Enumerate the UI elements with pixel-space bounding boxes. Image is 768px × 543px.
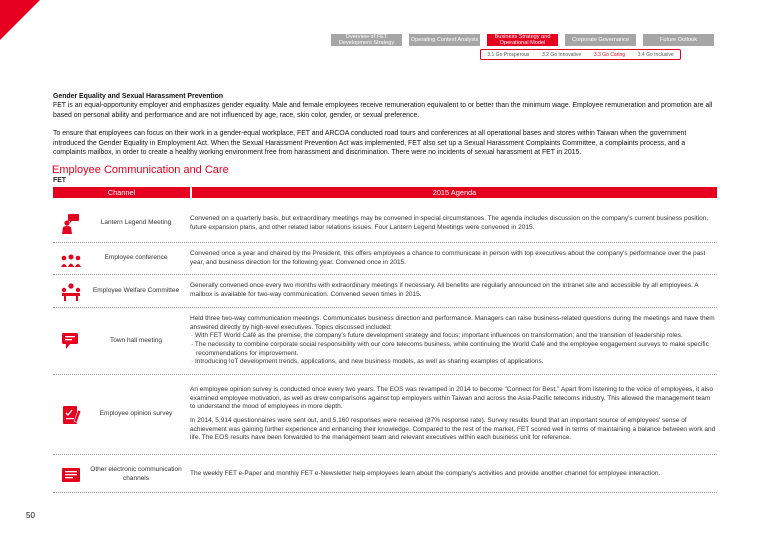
- epaper-icon: [60, 464, 82, 486]
- table-row: [53, 457, 717, 493]
- speech-person-icon: [60, 213, 82, 235]
- table-row: [53, 308, 717, 375]
- channel-label: Employee Welfare Committee: [92, 286, 180, 294]
- section-subnav: [480, 49, 681, 60]
- table-row: [53, 275, 717, 308]
- intro-text: [53, 92, 717, 166]
- tab-corporate-governance[interactable]: Corporate Governance: [565, 34, 636, 46]
- corner-accent: [0, 0, 40, 40]
- channel-label: Town hall meeting: [109, 336, 163, 344]
- channel-label: Employee conference: [104, 254, 168, 262]
- table-row: [53, 243, 717, 275]
- agenda-text: Convened on a quarterly basis, but extraordinary meetings may be convened in special circumstances. The agenda includes discussion on the company's current business position, future expansion plans, and other related labor relations issues. Four Lantern Legend Meetings were convened in 2015.: [190, 214, 709, 231]
- tab-business-strategy[interactable]: Business Strategy and Operational Model: [487, 34, 558, 46]
- intro-paragraph-2: To ensure that employees can focus on their work in a gender-equal workplace, FET and ARCOA conducted road tours and conferences at all operational bases and stores within Taiwan when the government introduced the Gender Equality in Employment Act. When the Sexual Harassment Prevention Act was implemented, FET also set up a Sexual Harassment Complaints Committee, a complaints process, and a complaints mailbox, in order to create a healthy working environment free from harassment and discrimination. There were no incidents of sexual harassment at FET in 2015.: [53, 130, 687, 157]
- col-channel-header: Channel: [53, 187, 190, 198]
- page-number: 50: [26, 511, 35, 520]
- section-title: Employee Communication and Care: [52, 164, 229, 176]
- tab-overview[interactable]: Overview of FET Development Strategy: [331, 34, 402, 46]
- subtab-go-prosperous[interactable]: 3.1 Go Prosperous: [487, 51, 530, 58]
- committee-icon: [60, 280, 82, 302]
- subtab-go-inclusive[interactable]: 3.4 Go Inclusive: [637, 51, 674, 58]
- intro-paragraph-1: FET is an equal-opportunity employer and emphasizes gender equality. Male and female employees receive remuneration equivalent to or better than the minimum wage. Employee remuneration and promotion are all based on personal ability and performance and are not influenced by age, race, skin color, gender, or sexual preference.: [53, 102, 713, 119]
- chat-bubble-icon: [60, 330, 82, 352]
- subtab-go-innovative[interactable]: 3.2 Go Innovative: [542, 51, 582, 58]
- col-agenda-header: 2015 Agenda: [192, 187, 717, 198]
- agenda-text: Convened once a year and chaired by the President, this offers employees a chance to communicate in person with top executives about the company's performance over the past year, and business direction for the following year. Convened once in 2015.: [190, 249, 706, 266]
- survey-icon: [60, 404, 82, 426]
- agenda-text-2: In 2014, 5,914 questionnaires were sent out, and 5,160 responses were received (87% response rate). Survey results found that an important source of employees' sense of achievement was gaining further experience and enhancing their knowledge. Compared to the rest of the market, FET scored well in terms of maintaining a balance between work and life. The EOS results have been forwarded to the management team and relevant executives within each business unit for reference.: [190, 417, 716, 442]
- tab-future-outlook[interactable]: Future Outlook: [643, 34, 714, 46]
- intro-heading: Gender Equality and Sexual Harassment Prevention: [53, 93, 224, 100]
- agenda-text: The weekly FET e-Paper and monthly FET e-Newsletter help employees learn about the company's activities and provide another channel for employee interaction.: [190, 470, 661, 478]
- table-row: [53, 205, 717, 243]
- channel-label: Employee opinion survey: [99, 410, 173, 418]
- agenda-bullet: · Introducing IoT development trends, applications, and new business models, as well as sharing examples of applications.: [191, 358, 544, 366]
- channel-label: Other electronic communication channels: [90, 466, 182, 482]
- section-subtitle: FET: [53, 177, 67, 184]
- subtab-go-caring[interactable]: 3.3 Go Caring: [593, 51, 626, 58]
- agenda-text: Generally convened once every two months with extraordinary meetings if necessary. All benefits are regularly announced on the intranet site and accessible by all employees. A mailbox is available for two-way communication. Convened seven times in 2015.: [190, 282, 699, 298]
- chapter-nav: [331, 34, 714, 46]
- group-icon: [60, 248, 82, 270]
- table-row: [53, 375, 717, 455]
- agenda-text: Held three two-way communication meetings. Communicates business direction and performance. Managers can raise business-related questions during the meetings and have them answered directly by high-level executives. Topics discussed included:: [190, 314, 715, 331]
- table-header: [53, 187, 717, 198]
- agenda-bullet: · With FET World Café as the premise, the company's future development strategy and focus; important influences on transformation; and the transition of leadership roles.: [191, 332, 683, 340]
- channel-label: Lantern Legend Meeting: [100, 219, 172, 227]
- agenda-text: An employee opinion survey is conducted once every two years. The EOS was revamped in 2014 to become "Connect for Best." Apart from listening to the voice of employees, it also examined employee motivation, as well as drew comparisons against top employers within Taiwan and across the Asia-Pacific telecoms industry. This allowed the management team to understand the mood of employees in more depth.: [190, 385, 713, 411]
- tab-operating-context[interactable]: Operating Context Analysis: [409, 34, 480, 46]
- agenda-bullet: · The necessity to combine corporate social responsibility with our core telecoms business, while continuing the World Café and the employee engagement surveys to make specific recommendations for improvement.: [191, 341, 709, 357]
